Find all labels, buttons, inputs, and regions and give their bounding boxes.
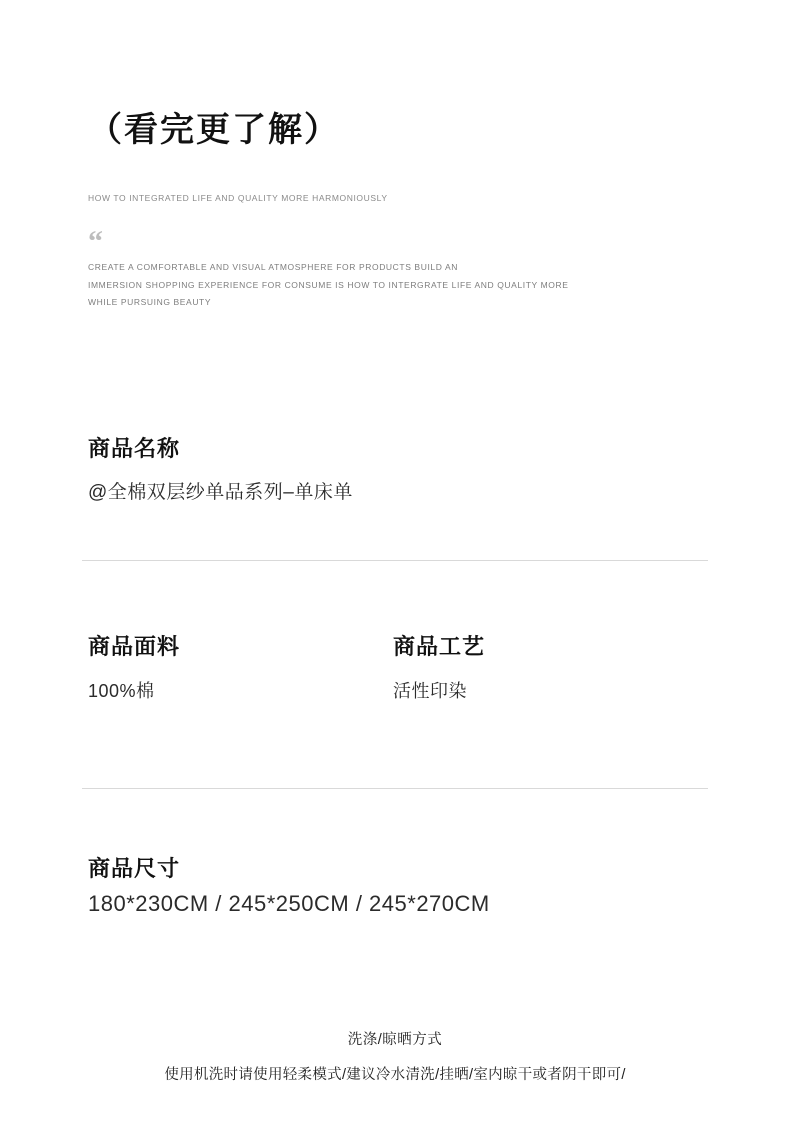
divider-2 [82,788,708,789]
fabric-value: 100%棉 [88,681,155,701]
quote-line-2: IMMERSION SHOPPING EXPERIENCE FOR CONSUME IS HOW TO INTERGRATE LIFE AND QUALITY MORE [88,279,569,290]
product-name-value: @全棉双层纱单品系列–单床单 [88,482,353,503]
fabric-title: 商品面料 [88,634,181,659]
size-section [88,852,708,917]
care-instructions [0,1028,790,1084]
header-block [88,110,708,312]
product-name-section [88,432,708,504]
care-text: 使用机洗时请使用轻柔模式/建议冷水清洗/挂晒/室内晾干或者阴干即可/ [164,1067,626,1083]
quote-paragraph [88,259,708,313]
quote-line-3: WHILE PURSUING BEAUTY [88,297,212,308]
quote-mark-icon: “ [88,224,103,258]
specs-row [88,630,708,703]
product-name-title: 商品名称 [88,436,181,461]
fabric-section [88,630,393,703]
size-title: 商品尺寸 [88,856,181,881]
page-title: （看完更了解） [88,111,340,149]
craft-title: 商品工艺 [393,634,486,659]
craft-value: 活性印染 [393,681,467,701]
quote-line-1: CREATE A COMFORTABLE AND VISUAL ATMOSPHERE FOR PRODUCTS BUILD AN [88,261,458,272]
header-subtitle: HOW TO INTEGRATED LIFE AND QUALITY MORE HARMONIOUSLY [88,192,388,203]
size-value: 180*230CM / 245*250CM / 245*270CM [88,891,490,916]
craft-section [393,630,698,703]
divider-1 [82,560,708,561]
care-title: 洗涤/晾晒方式 [347,1032,443,1048]
